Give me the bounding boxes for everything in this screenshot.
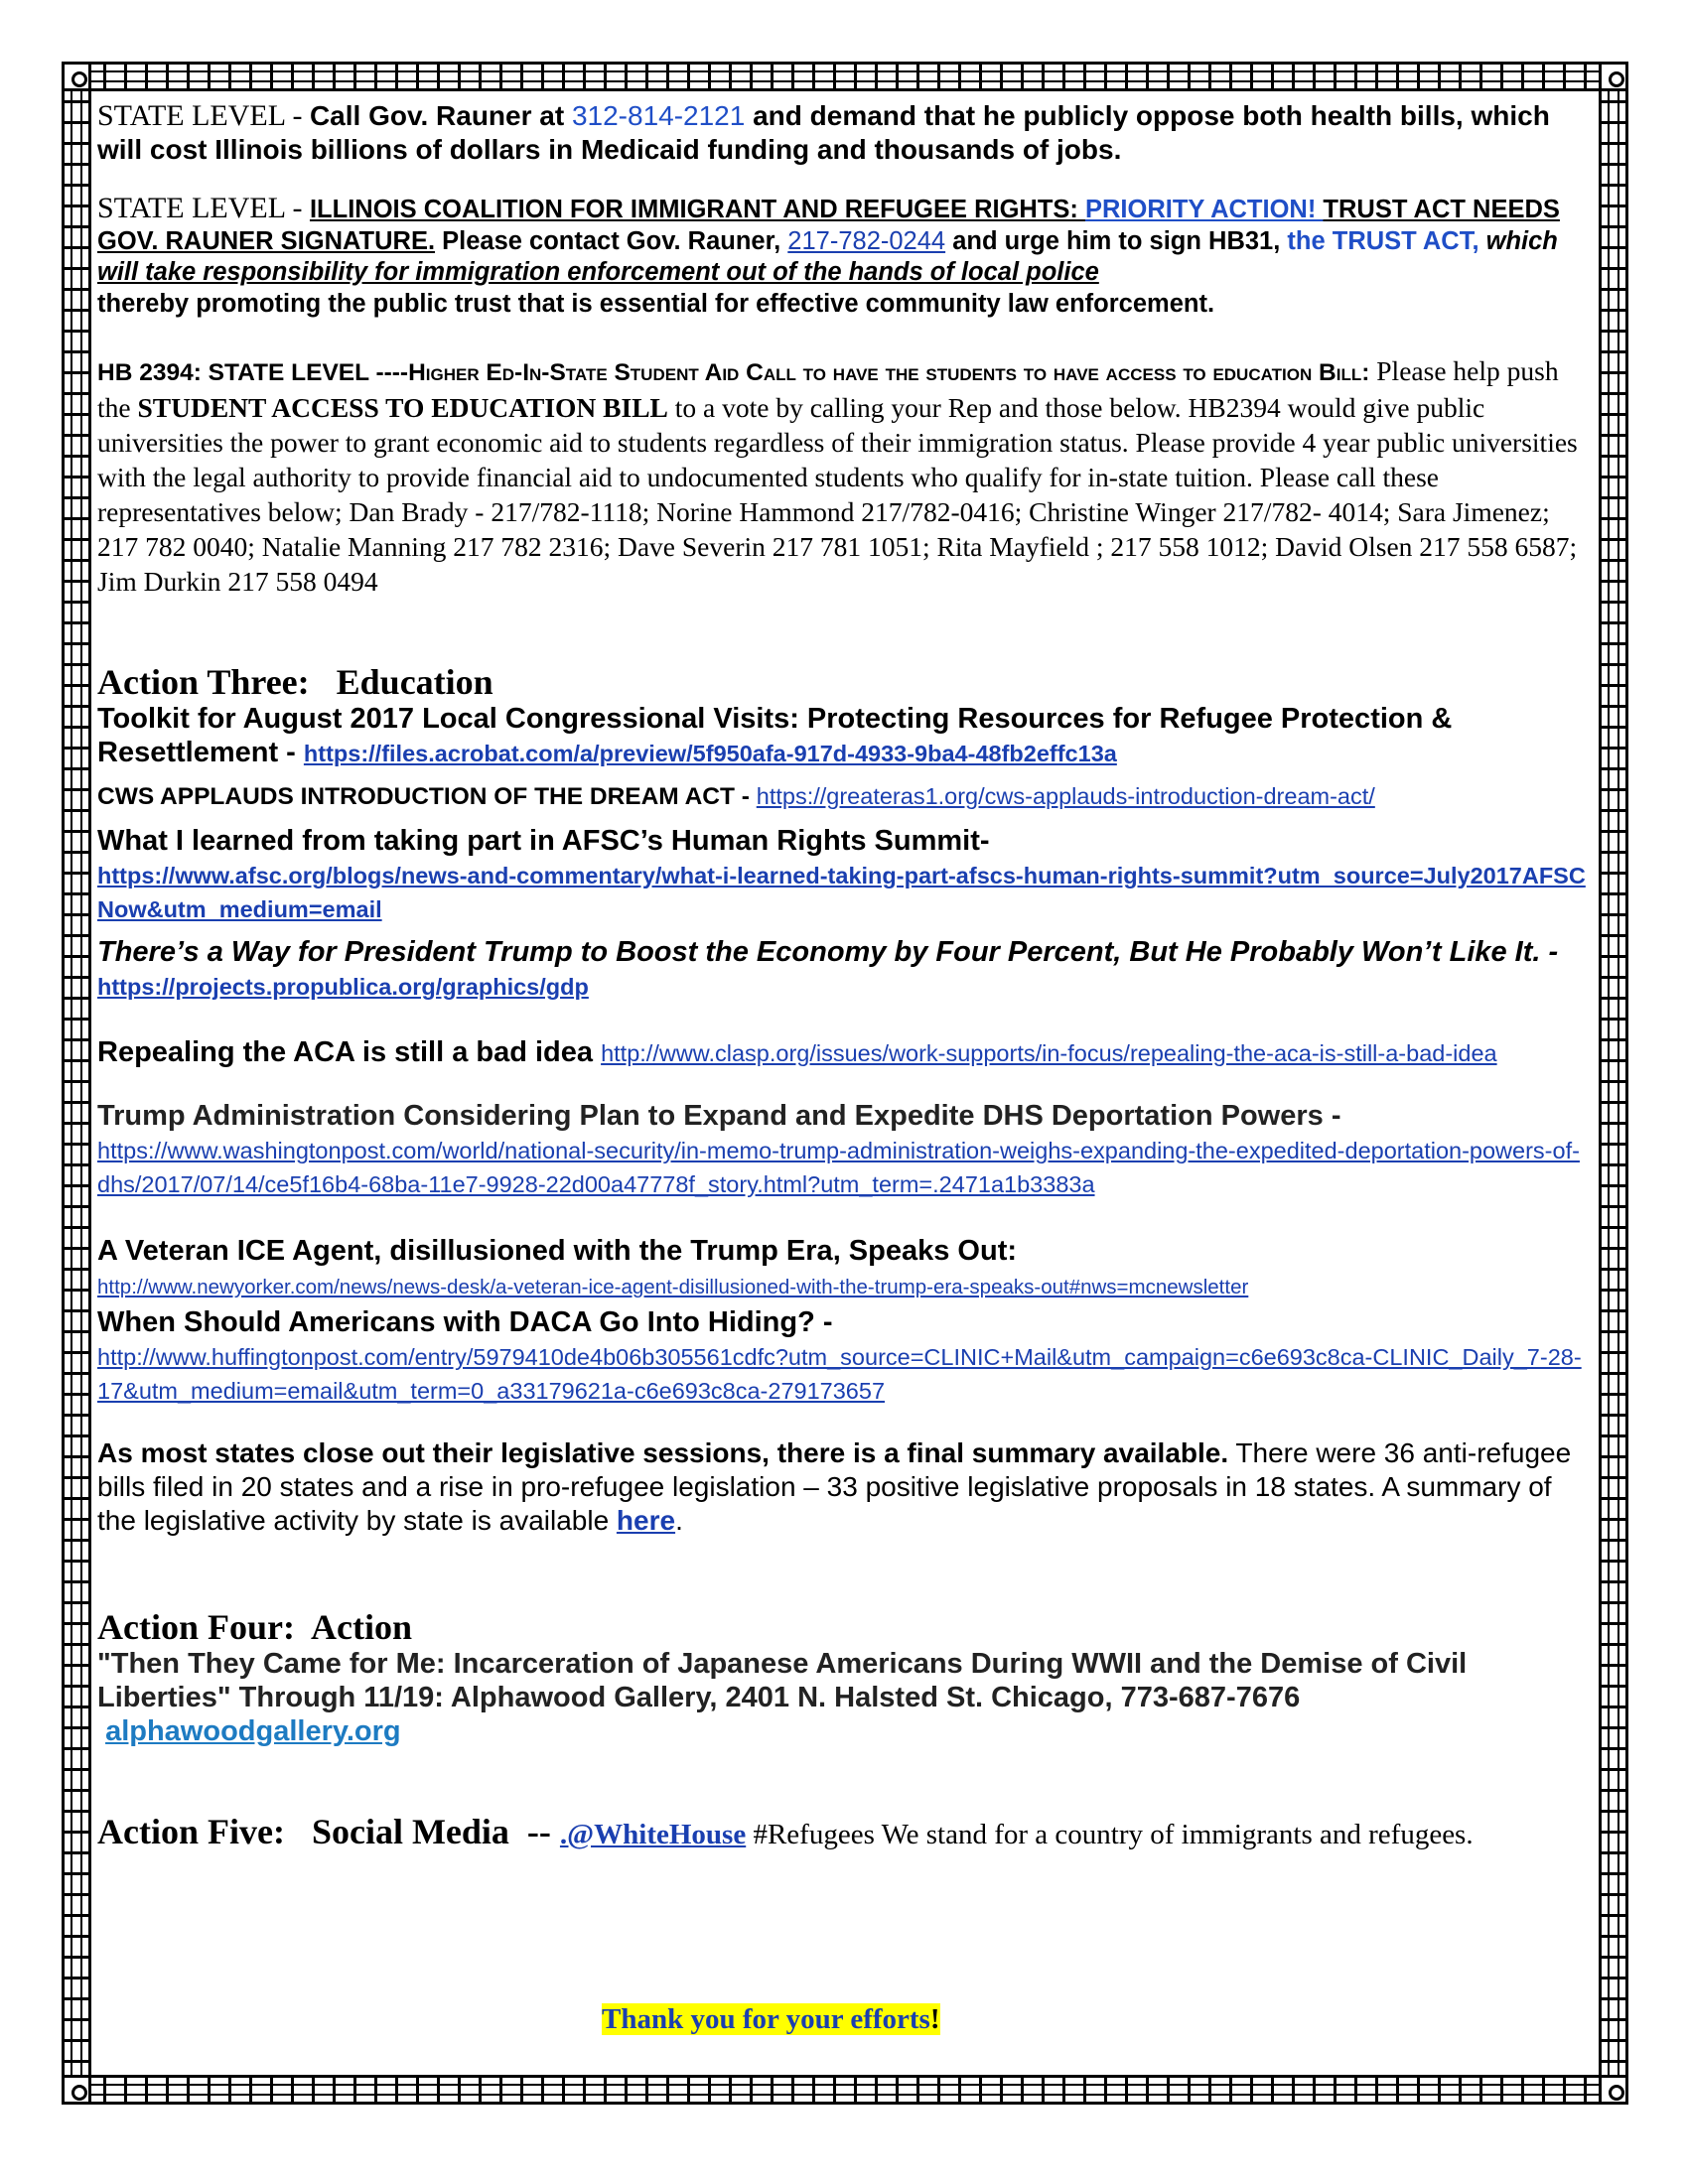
afsc-link[interactable]: https://www.afsc.org/blogs/news-and-commentary/what-i-learned-taking-part-afscs-human-rights-summit?utm_source=July2017AFSCNow&utm_medium=email xyxy=(97,863,1586,922)
ice-item: A Veteran ICE Agent, disillusioned with the Trump Era, Speaks Out: http://www.newyorker.com/news/news-desk/a-veteran-ice-agent-disillusioned-with-the-trump-era-speaks-out#nws=mcnewsletter xyxy=(97,1235,1249,1298)
trust-act-link[interactable]: the TRUST ACT, xyxy=(1287,226,1479,255)
border-right xyxy=(1599,62,1628,2105)
border-bottom xyxy=(62,2075,1628,2105)
daca-item: When Should Americans with DACA Go Into Hiding? - http://www.huffingtonpost.com/entry/5979410de4b06b305561cdfc?utm_source=CLINIC+Mail&utm_campaign=c6e693c8ca-CLINIC_Daily_7-28-17&utm_medium=email&utm_term=0_a33179621a-c6e693c8ca-279173657 xyxy=(97,1306,1582,1404)
cws-link[interactable]: https://greateras1.org/cws-applauds-introduction-dream-act/ xyxy=(756,783,1375,809)
afsc-item: What I learned from taking part in AFSC’s Human Rights Summit- https://www.afsc.org/blogs/news-and-commentary/what-i-learned-taking-part-afscs-human-rights-summit?utm_source=July2017AFSCNow&utm_medium=email xyxy=(97,825,1586,922)
dhs-item: Trump Administration Considering Plan to Expand and Expedite DHS Deportation Powers - https://www.washingtonpost.com/world/national-security/in-memo-trump-administration-weighs-expanding-the-expedited-deportation-powers-of-dhs/2017/07/14/ce5f16b4-68ba-11e7-9928-22d00a47778f_story.html?utm_term=.2471a1b3383a xyxy=(97,1100,1580,1197)
aca-link[interactable]: http://www.clasp.org/issues/work-supports/in-focus/repealing-the-aca-is-still-a-bad-idea xyxy=(601,1040,1497,1066)
phone-link[interactable]: 217-782-0244 xyxy=(787,226,946,255)
ice-link[interactable]: http://www.newyorker.com/news/news-desk/a-veteran-ice-agent-disillusioned-with-the-trump-era-speaks-out#nws=mcnewsletter xyxy=(97,1276,1249,1298)
alphawood-link[interactable]: alphawoodgallery.org xyxy=(105,1715,401,1747)
state-level-label: STATE LEVEL - xyxy=(97,192,310,224)
toolkit-item: Toolkit for August 2017 Local Congressional Visits: Protecting Resources for Refugee Protection & Resettlement - https://files.acrobat.com/a/preview/5f950afa-917d-4933-9ba4-48fb2effc13a xyxy=(97,703,1453,768)
hb2394-paragraph: HB 2394: STATE LEVEL ----Higher Ed-In-State Student Aid Call to have the students to have access to education Bill: Please help push the STUDENT ACCESS TO EDUCATION BILL to a vote by calling your Rep and those below. HB2394 would give public universities the power to grant economic aid to students regardless of their immigration status. Please provide 4 year public universities with the legal authority to provide financial aid to undocumented students who qualify for in-state tuition. Please call these representatives below; Dan Brady - 217/782-1118; Norine Hammond 217/782-0416; Christine Winger 217/782- 4014; Sara Jimenez; 217 782 0040; Natalie Manning 217 782 2316; Dave Severin 217 781 1051; Rita Mayfield ; 217 558 1012; David Olsen 217 558 6587; Jim Durkin 217 558 0494 xyxy=(97,355,1578,597)
corner-ornament xyxy=(1599,2075,1628,2105)
border-top xyxy=(62,62,1628,91)
corner-ornament xyxy=(1599,62,1628,91)
cws-item: CWS APPLAUDS INTRODUCTION OF THE DREAM ACT - https://greateras1.org/cws-applauds-introduction-dream-act/ xyxy=(97,783,1375,810)
whitehouse-link[interactable]: .@WhiteHouse xyxy=(559,1819,747,1850)
document-body xyxy=(97,97,1592,2035)
summary-here-link[interactable]: here xyxy=(616,1505,676,1536)
phone-link[interactable]: 312-814-2121 xyxy=(571,100,746,131)
propublica-link[interactable]: https://projects.propublica.org/graphics/gdp xyxy=(97,974,589,1000)
toolkit-link[interactable]: https://files.acrobat.com/a/preview/5f950afa-917d-4933-9ba4-48fb2effc13a xyxy=(303,741,1117,766)
border-left xyxy=(62,62,91,2105)
corner-ornament xyxy=(62,2075,91,2105)
thank-you-line: Thank you for your efforts! xyxy=(602,2003,940,2035)
state-level-paragraph-2: STATE LEVEL - ILLINOIS COALITION FOR IMMIGRANT AND REFUGEE RIGHTS: PRIORITY ACTION! TRUST ACT NEEDS GOV. RAUNER SIGNATURE. Please contact Gov. Rauner, 217-782-0244 and urge him to sign HB31, the TRUST ACT, which will take responsibility for immigration enforcement out of the hands of local police thereby promoting the public trust that is essential for effective community law enforcement. xyxy=(97,192,1560,318)
corner-ornament xyxy=(62,62,91,91)
aca-item: Repealing the ACA is still a bad idea http://www.clasp.org/issues/work-supports/in-focus/repealing-the-aca-is-still-a-bad-idea xyxy=(97,1036,1497,1068)
action-three-heading: Action Three: Education xyxy=(97,662,493,702)
state-level-label: STATE LEVEL - xyxy=(97,99,310,132)
exhibit-item: "Then They Came for Me: Incarceration of Japanese Americans During WWII and the Demise of Civil Liberties" Through 11/19: Alphawood Gallery, 2401 N. Halsted St. Chicago, 773-687-7676 alphawoodgallery.org xyxy=(97,1648,1468,1747)
hb2394-title: HB 2394: STATE LEVEL ---- xyxy=(97,359,409,386)
action-five-heading: Action Five: Social Media -- xyxy=(97,1812,560,1851)
action-five-paragraph: Action Five: Social Media -- .@WhiteHouse #Refugees We stand for a country of immigrants and refugees. xyxy=(97,1812,1474,1851)
propublica-item: There’s a Way for President Trump to Boost the Economy by Four Percent, But He Probably Won’t Like It. - https://projects.propublica.org/graphics/gdp xyxy=(97,936,1559,1000)
action-four-heading: Action Four: Action xyxy=(97,1607,412,1647)
legislative-summary: As most states close out their legislative sessions, there is a final summary available. There were 36 anti-refugee bills filed in 20 states and a rise in pro-refugee legislation – 33 positive legislative proposals in 18 states. A summary of the legislative activity by state is available here. xyxy=(97,1437,1572,1536)
state-level-paragraph-1: STATE LEVEL - Call Gov. Rauner at 312-814-2121 and demand that he publicly oppose both health bills, which will cost Illinois billions of dollars in Medicaid funding and thousands of jobs. xyxy=(97,99,1550,165)
dhs-link[interactable]: https://www.washingtonpost.com/world/national-security/in-memo-trump-administration-weighs-expanding-the-expedited-deportation-powers-of-dhs/2017/07/14/ce5f16b4-68ba-11e7-9928-22d00a47778f_story.html?utm_term=.2471a1b3383a xyxy=(97,1138,1580,1197)
priority-action-link[interactable]: PRIORITY ACTION! xyxy=(1084,196,1324,223)
daca-link[interactable]: http://www.huffingtonpost.com/entry/5979410de4b06b305561cdfc?utm_source=CLINIC+Mail&utm_campaign=c6e693c8ca-CLINIC_Daily_7-28-17&utm_medium=email&utm_term=0_a33179621a-c6e693c8ca-279173657 xyxy=(97,1344,1582,1404)
